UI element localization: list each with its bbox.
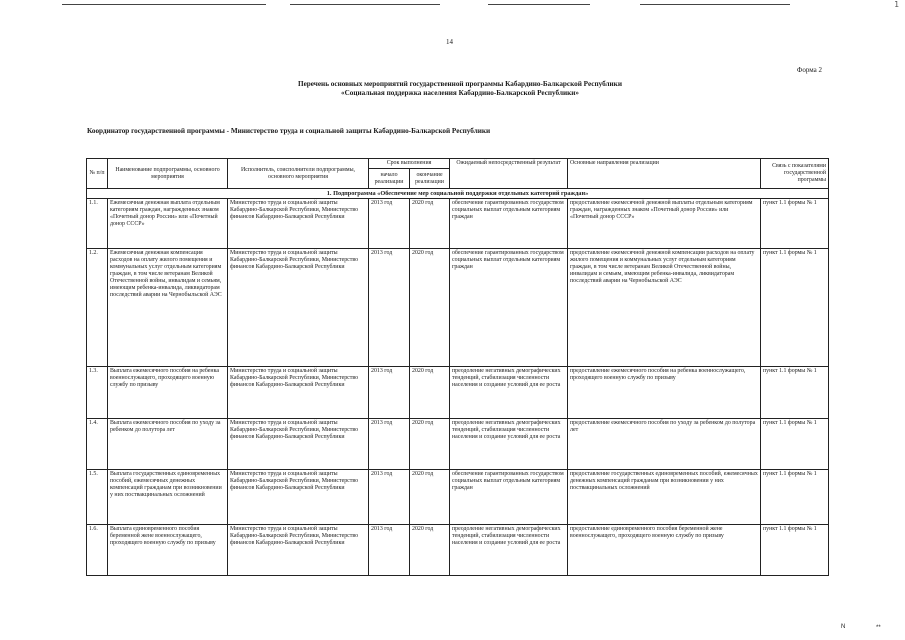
cell-end: 2020 год [410,249,450,367]
corner-mark: 1 [894,0,899,9]
cell-directions: предоставление ежемесячного пособия на ребенка военнослужащего, проходящего военную службу по призыву [568,367,761,419]
cell-start: 2013 год [369,470,410,525]
title-line-1: Перечень основных мероприятий государственной программы Кабардино-Балкарской Республики [298,80,622,88]
cell-end: 2020 год [410,470,450,525]
cell-name: Выплата ежемесячного пособия на ребенка военнослужащего, проходящего военную службу по призыву [108,367,228,419]
measures-table [86,158,829,576]
cell-start: 2013 год [369,419,410,470]
cell-result: обеспечение гарантированных государством социальных выплат отдельным категориям граждан [450,249,568,367]
scan-mark: N [841,624,846,630]
cell-result: преодоление негативных демографических тенденций, стабилизация численности населения и создание условий для ее роста [450,419,568,470]
header-link: Связь с показателями государственной программы [761,159,829,189]
cell-end: 2020 год [410,525,450,576]
cell-result: обеспечение гарантированных государством социальных выплат отдельным категориям граждан [450,199,568,249]
cell-link: пункт 1.1 формы № 1 [761,249,829,367]
cell-executor: Министерство труда и социальной защиты Кабардино-Балкарской Республики, Министерство финансов Кабардино-Балкарской Республики [228,249,369,367]
cell-result: преодоление негативных демографических тенденций, стабилизация численности населения и создание условий для ее роста [450,525,568,576]
section-row [87,189,829,199]
header-start: начало реализации [369,169,410,189]
cell-num: 1.5. [87,470,108,525]
form-label: Форма 2 [796,66,822,74]
cell-start: 2013 год [369,199,410,249]
cell-link: пункт 1.1 формы № 1 [761,367,829,419]
table-row [87,249,829,367]
cell-start: 2013 год [369,525,410,576]
cell-executor: Министерство труда и социальной защиты Кабардино-Балкарской Республики, Министерство финансов Кабардино-Балкарской Республики [228,525,369,576]
header-result: Ожидаемый непосредственный результат [450,159,568,189]
cell-end: 2020 год [410,419,450,470]
cell-link: пункт 1.1 формы № 1 [761,470,829,525]
title-line-2: «Социальная поддержка населения Кабардино-Балкарской Республики» [341,89,579,97]
cell-num: 1.2. [87,249,108,367]
cell-start: 2013 год [369,367,410,419]
scan-top-line [290,4,440,5]
document-title [200,80,720,98]
scan-top-line [488,4,590,5]
cell-executor: Министерство труда и социальной защиты Кабардино-Балкарской Республики, Министерство финансов Кабардино-Балкарской Республики [228,419,369,470]
cell-name: Ежемесячная денежная компенсация расходов на оплату жилого помещения и коммунальных услуг отдельным категориям граждан, в том числе ветеранам Великой Отечественной войны, инвалидам и семьям, имеющим ребенка-инвалида, ликвидаторам последствий аварии на Чернобыльской АЭС [108,249,228,367]
cell-directions: предоставление государственных единовременных пособий, ежемесячных денежных компенсаций гражданам при возникновении у них поствакцинальных осложнений [568,470,761,525]
header-row [87,159,829,169]
cell-end: 2020 год [410,199,450,249]
scan-top-line [640,4,790,5]
header-num: № п/п [87,159,108,189]
cell-link: пункт 1.1 формы № 1 [761,525,829,576]
cell-directions: предоставление ежемесячной денежной компенсации расходов на оплату жилого помещения и коммунальных услуг отдельным категориям граждан, в том числе ветеранам Великой Отечественной войны, инвалидам и семьям, имеющим ребенка-инвалида, ликвидаторам последствий аварии на Чернобыльской АЭС [568,249,761,367]
cell-num: 1.4. [87,419,108,470]
table-row [87,367,829,419]
cell-executor: Министерство труда и социальной защиты Кабардино-Балкарской Республики, Министерство финансов Кабардино-Балкарской Республики [228,367,369,419]
cell-result: преодоление негативных демографических тенденций, стабилизация численности населения и создание условий для ее роста [450,367,568,419]
cell-result: обеспечение гарантированных государством социальных выплат отдельным категориям граждан [450,470,568,525]
section-title: 1. Подпрограмма «Обеспечение мер социальной поддержки отдельных категорий граждан» [87,189,829,199]
table-row [87,199,829,249]
cell-directions: предоставление ежемесячного пособия по уходу за ребенком до полутора лет [568,419,761,470]
cell-directions: предоставление единовременного пособия беременной жене военнослужащего, проходящего военную службу по призыву [568,525,761,576]
program-coordinator: Координатор государственной программы - Министерство труда и социальной защиты Кабардино-Балкарской Республики [87,127,491,135]
cell-num: 1.3. [87,367,108,419]
cell-name: Выплата единовременного пособия беременной жене военнослужащего, проходящего военную службу по призыву [108,525,228,576]
cell-end: 2020 год [410,367,450,419]
cell-name: Выплата государственных единовременных пособий, ежемесячных денежных компенсаций гражданам при возникновении у них поствакцинальных осложнений [108,470,228,525]
page-number: 14 [446,38,453,46]
header-end: окончание реализации [410,169,450,189]
scan-top-line [62,4,266,5]
cell-link: пункт 1.1 формы № 1 [761,419,829,470]
cell-name: Ежемесячная денежная выплата отдельным категориям граждан, награжденных знаком «Почетный донор России» или «Почетный донор СССР» [108,199,228,249]
cell-name: Выплата ежемесячного пособия по уходу за ребенком до полутора лет [108,419,228,470]
cell-num: 1.6. [87,525,108,576]
header-name: Наименование подпрограммы, основного мероприятия [108,159,228,189]
cell-executor: Министерство труда и социальной защиты Кабардино-Балкарской Республики, Министерство финансов Кабардино-Балкарской Республики [228,470,369,525]
cell-num: 1.1. [87,199,108,249]
cell-directions: предоставление ежемесячной денежной выплаты отдельным категориям граждан, награжденных знаком «Почетный донор России» или «Почетный донор СССР» [568,199,761,249]
cell-link: пункт 1.1 формы № 1 [761,199,829,249]
cell-executor: Министерство труда и социальной защиты Кабардино-Балкарской Республики, Министерство финансов Кабардино-Балкарской Республики [228,199,369,249]
table-row [87,525,829,576]
cell-start: 2013 год [369,249,410,367]
table-row [87,470,829,525]
header-executor: Исполнитель, соисполнители подпрограммы, основного мероприятия [228,159,369,189]
scan-mark: ** [876,625,881,631]
header-term: Срок выполнения [369,159,450,169]
header-directions: Основные направления реализации [568,159,761,189]
table-row [87,419,829,470]
